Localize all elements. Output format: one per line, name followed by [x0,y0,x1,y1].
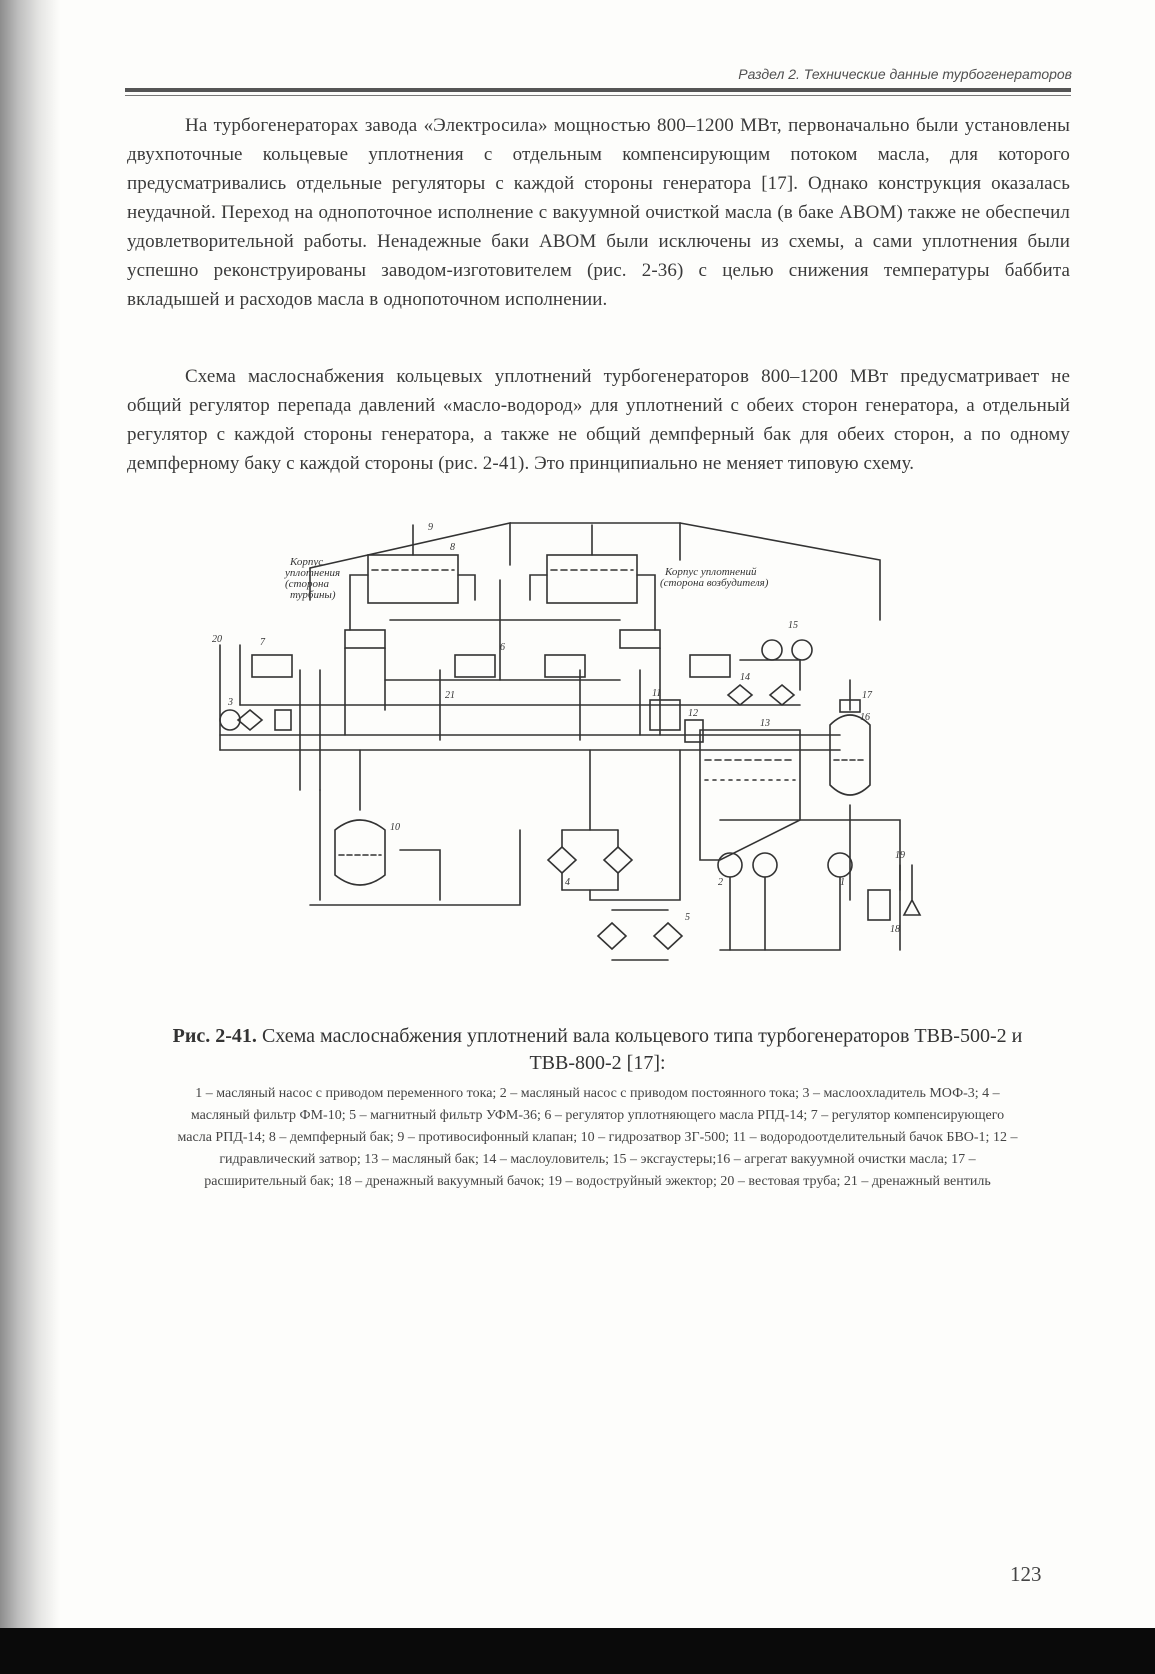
num-20: 20 [212,634,222,645]
num-17: 17 [862,690,872,701]
scan-bottom-edge [0,1628,1155,1674]
num-3: 3 [228,697,233,708]
num-19: 19 [895,850,905,861]
label-housing-exciter-1: Корпус уплотнений [665,566,757,578]
num-14: 14 [740,672,750,683]
num-9: 9 [428,522,433,533]
page-gutter-shadow [0,0,60,1674]
num-1: 1 [840,877,845,888]
num-16: 16 [860,712,870,723]
label-housing-exciter-2: (сторона возбудителя) [660,577,769,589]
running-header: Раздел 2. Технические данные турбогенераторов [738,66,1072,82]
oil-supply-schematic [200,520,1000,1020]
figure-caption-title [140,1023,1055,1077]
num-11: 11 [652,688,662,699]
num-18: 18 [890,924,900,935]
paragraph-1: На турбогенераторах завода «Электросила» мощностью 800–1200 МВт, первоначально были установлены двухпоточные кольцевые уплотнения с отдельным компенсирующим потоком масла, для которого предусматривались отдельные регуляторы с каждой стороны генератора [17]. Однако конструкция оказалась неудачной. Переход на однопоточное исполнение с вакуумной очисткой масла (в баке АВОМ) также не обеспечил удовлетворительной работы. Ненадежные баки АВОМ были исключены из схемы, а сами уплотнения были успешно реконструированы заводом-изготовителем (рис. 2-36) с целью снижения температуры баббита вкладышей и расходов масла в однопоточном исполнении. [127,115,1070,310]
label-housing-turbine-3: (сторона [285,578,329,590]
num-4: 4 [565,877,570,888]
num-21: 21 [445,690,455,701]
header-rule [125,88,1071,92]
num-13: 13 [760,718,770,729]
label-housing-turbine-2: уплотнения [285,567,341,579]
label-housing-turbine-4: турбины) [290,589,336,601]
num-7: 7 [260,637,265,648]
num-6: 6 [500,642,505,653]
header-rule-thin [125,95,1071,96]
paragraph-2: Схема маслоснабжения кольцевых уплотнений турбогенераторов 800–1200 МВт предусматривает не общий регулятор перепада давлений «масло-водород» для уплотнений с обеих сторон генератора, а отдельный регулятор с каждой стороны генератора, а также не общий демпферный бак для обеих сторон, а по одному демпферному баку с каждой стороны (рис. 2-41). Это принципиально не меняет типовую схему. [127,366,1070,474]
figure-caption-label: Рис. 2-41. [172,1025,257,1047]
num-8: 8 [450,542,455,553]
num-12: 12 [688,708,698,719]
figure-caption-text: Схема маслоснабжения уплотнений вала кольцевого типа турбогенераторов ТВВ-500-2 и ТВВ-800-2 [17]: [261,1025,1023,1074]
num-10: 10 [390,822,400,833]
num-15: 15 [788,620,798,631]
num-2: 2 [718,877,723,888]
figure-legend: 1 – масляный насос с приводом переменного тока; 2 – масляный насос с приводом постоянного тока; 3 – маслоохладитель МОФ-3; 4 – масляный фильтр ФМ-10; 5 – магнитный фильтр УФМ-36; 6 – регулятор уплотняющего масла РПД-14; 7 – регулятор компенсирующего масла РПД-14; 8 – демпферный бак; 9 – противосифонный клапан; 10 – гидрозатвор ЗГ-500; 11 – водородоотделительный бачок БВО-1; 12 – гидравлический затвор; 13 – масляный бак; 14 – маслоуловитель; 15 – эксгаустеры;16 – агрегат вакуумной очистки масла; 17 – расширительный бак; 18 – дренажный вакуумный бачок; 19 – водоструйный эжектор; 20 – вестовая труба; 21 – дренажный вентиль [177,1086,1018,1189]
label-housing-turbine-1: Корпус [290,556,324,568]
page-number: 123 [1010,1562,1042,1586]
num-5: 5 [685,912,690,923]
